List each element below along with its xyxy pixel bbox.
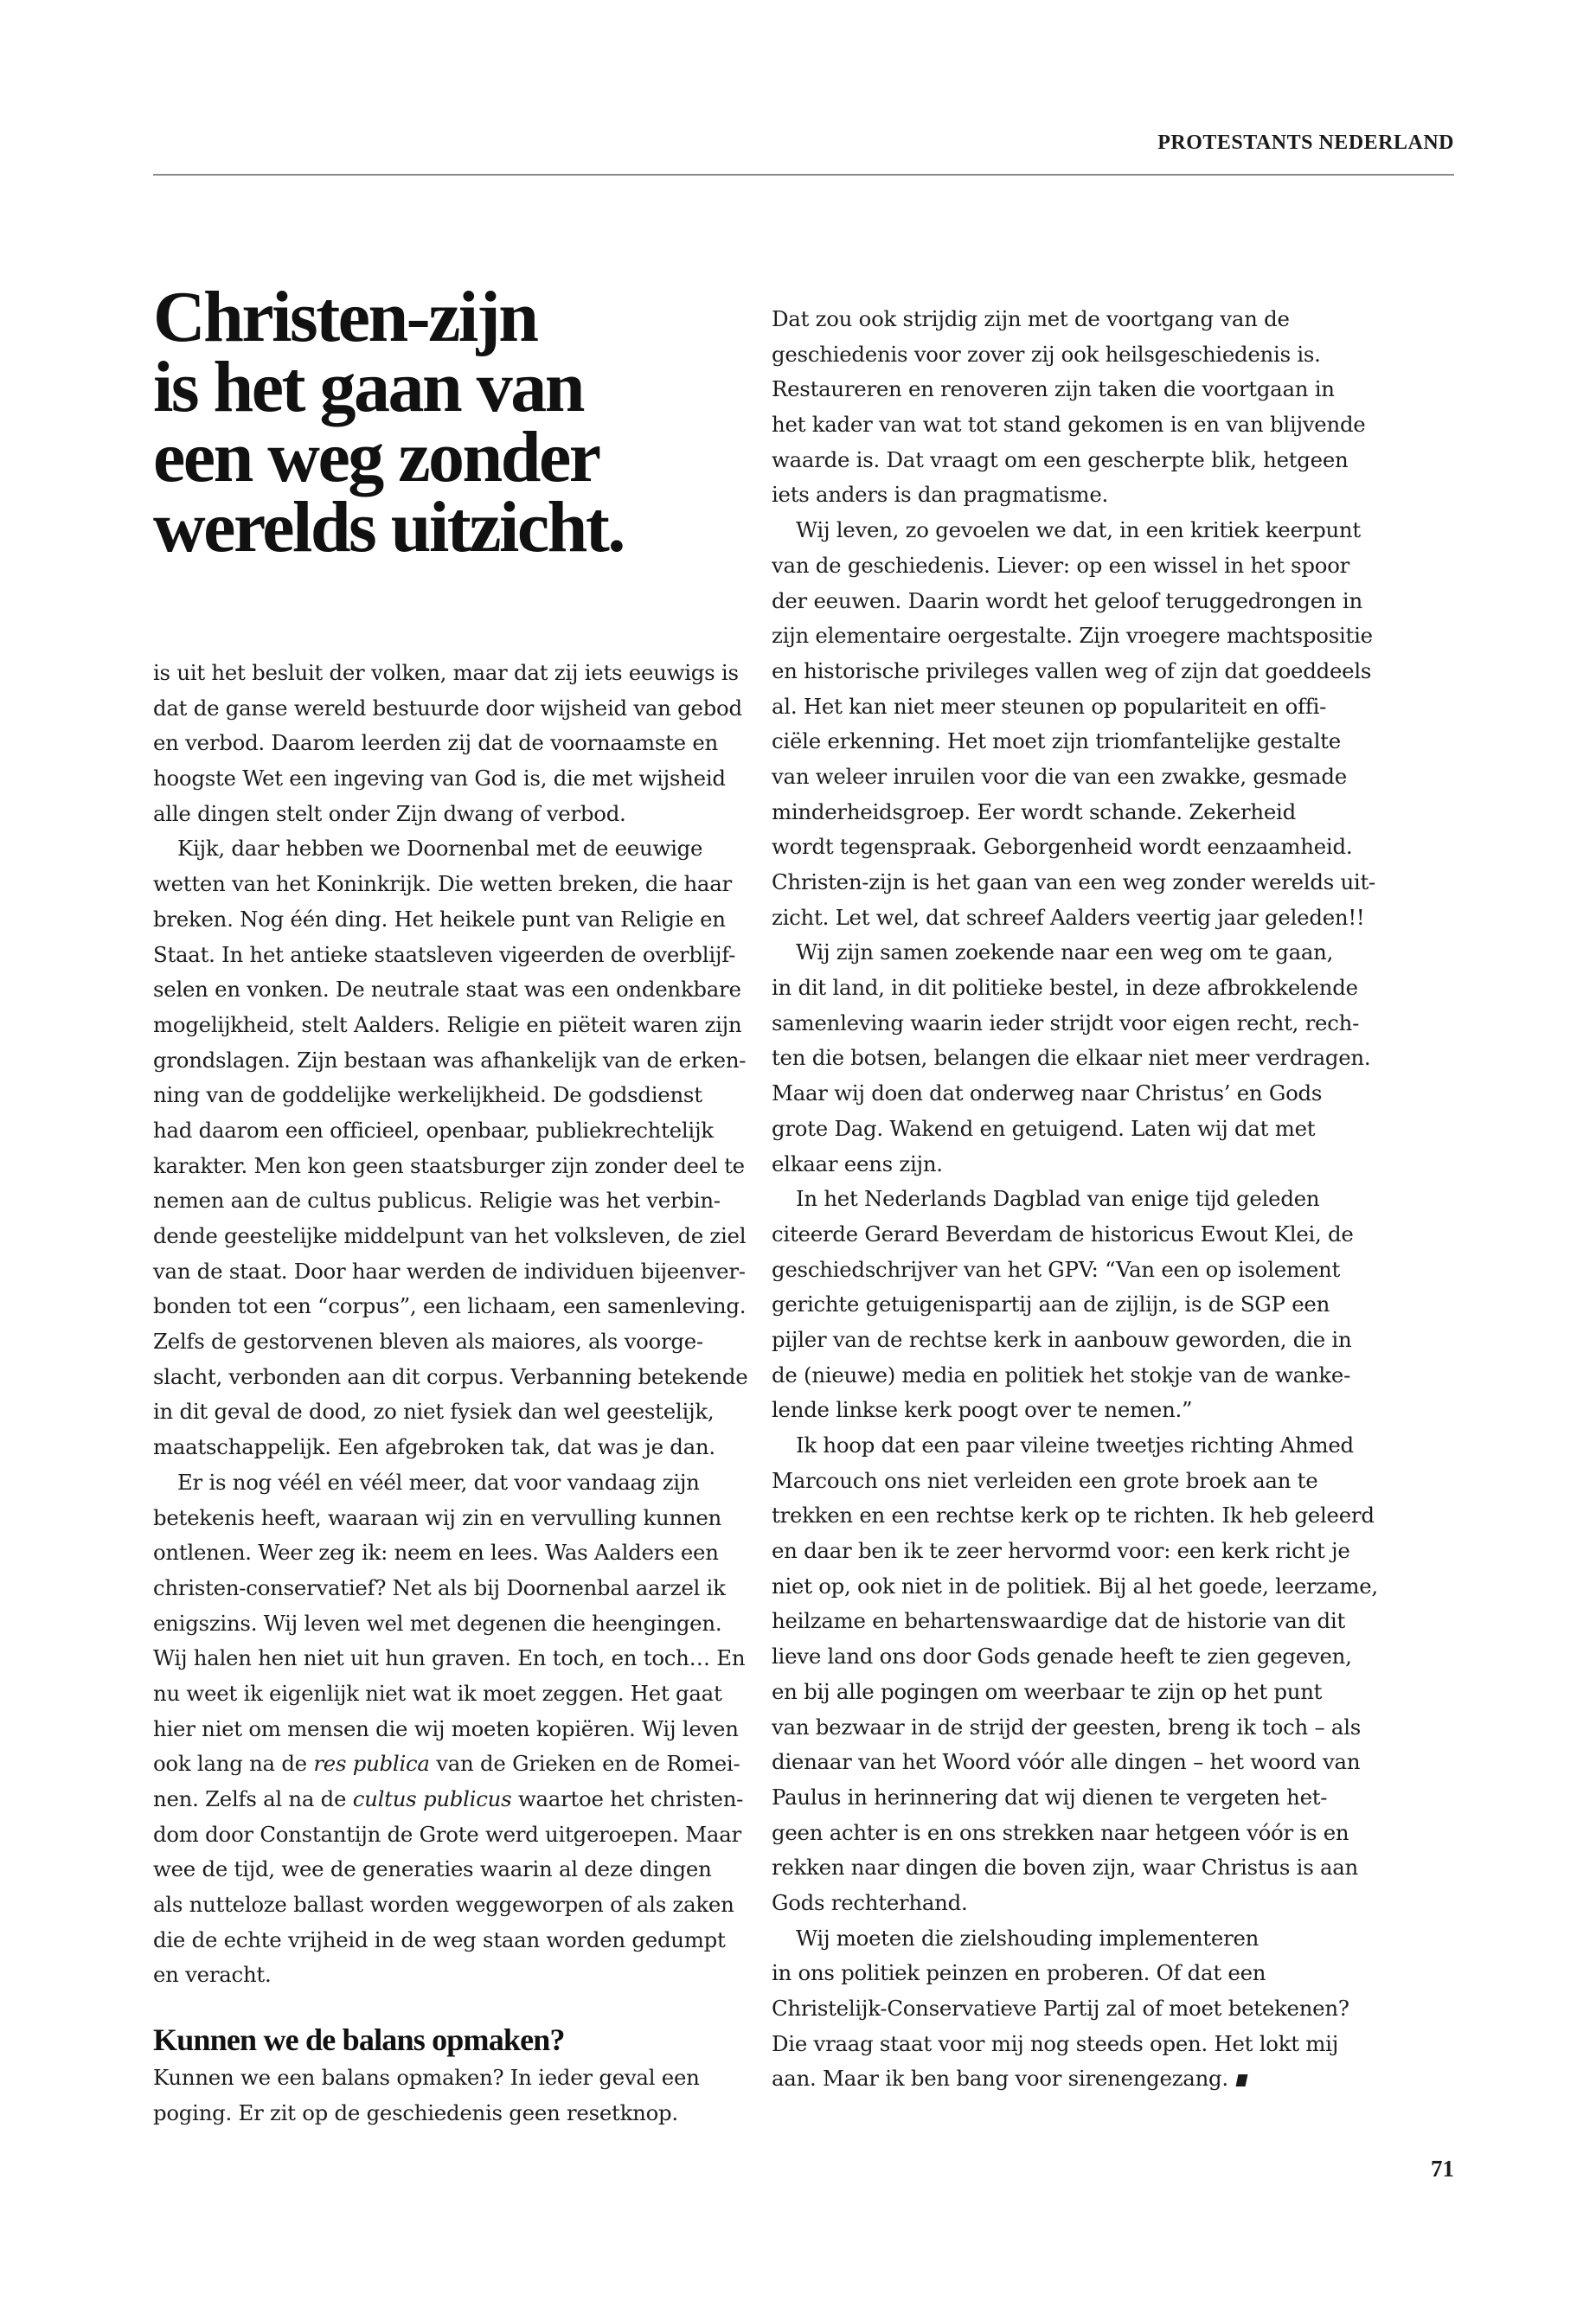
text-line: christen-conservatief? Net als bij Doornenbal aarzel ik [153,1574,726,1600]
text-line: van weleer inruilen voor die van een zwakke, gesmade [772,763,1347,789]
text-line: Christen-zijn is het gaan van een weg zonder werelds uit- [772,869,1376,894]
text-line: maatschappelijk. Een afgebroken tak, dat was je dan. [153,1434,715,1460]
text-line: van de staat. Door haar werden de individuen bijeenver- [153,1258,746,1284]
text-line: had daarom een officieel, openbaar, publiekrechtelijk [153,1117,714,1143]
text-line: al. Het kan niet meer steunen op populariteit en offi- [772,693,1327,719]
text-line: Maar wij doen dat onderweg naar Christus’ en Gods [772,1080,1323,1106]
right-column [772,302,1378,2097]
text-line: Kunnen we een balans opmaken? In ieder geval een [153,2065,700,2091]
text-line: minderheidsgroep. Eer wordt schande. Zekerheid [772,798,1296,824]
text-run: van de Grieken en de Romei- [429,1751,740,1777]
text-line: en veracht. [153,1962,272,1988]
text-line: de (nieuwe) media en politiek het stokje van de wanke- [772,1362,1351,1388]
pull-quote [153,277,776,567]
text-line: ning van de goddelijke werkelijkheid. De godsdienst [153,1082,702,1108]
text-line: der eeuwen. Daarin wordt het geloof teruggedrongen in [772,587,1362,613]
text-line: betekenis heeft, waaraan wij zin en vervulling kunnen [153,1504,721,1530]
text-line: die de echte vrijheid in de weg staan worden gedumpt [153,1926,726,1952]
text-line: mogelijkheid, stelt Aalders. Religie en piëteit waren zijn [153,1011,742,1037]
text-line: alle dingen stelt onder Zijn dwang of verbod. [153,800,626,826]
text-line: geschiedschrijver van het GPV: “Van een op isolement [772,1256,1341,1282]
text-line: Kijk, daar hebben we Doornenbal met de eeuwige [177,836,703,862]
pull-quote-line: is het gaan van [153,347,583,427]
text-line: zijn elementaire oergestalte. Zijn vroegere machtspositie [772,623,1373,649]
text-line: poging. Er zit op de geschiedenis geen resetknop. [153,2099,678,2125]
text-line: Restaureren en renoveren zijn taken die voortgaan in [772,376,1335,402]
text-line: karakter. Men kon geen staatsburger zijn zonder deel te [153,1152,745,1178]
text-line: pijler van de rechtse kerk in aanbouw geworden, die in [772,1326,1352,1352]
text-line: hier niet om mensen die wij moeten kopiëren. Wij leven [153,1715,739,1741]
text-line: ciële erkenning. Het moet zijn triomfantelijke gestalte [772,728,1341,754]
text-line: Gods rechterhand. [772,1889,968,1915]
text-line: ontlenen. Weer zeg ik: neem en lees. Was Aalders een [153,1540,719,1566]
text-line: en bij alle pogingen om weerbaar te zijn op het punt [772,1678,1323,1704]
text-line: dienaar van het Woord vóór alle dingen – het woord van [772,1749,1361,1775]
text-run: waartoe het christen- [511,1786,744,1811]
pull-quote-line: Christen-zijn [153,277,537,357]
end-of-article-mark [1235,2074,1247,2086]
text-line: geschiedenis voor zover zij ook heilsgeschiedenis is. [772,341,1321,367]
text-line: Marcouch ons niet verleiden een grote broek aan te [772,1467,1318,1493]
section-title: PROTESTANTS NEDERLAND [1157,131,1454,154]
text-line: wee de tijd, wee de generaties waarin al deze dingen [153,1856,712,1882]
text-line: het kader van wat tot stand gekomen is en van blijvende [772,412,1366,438]
text-line: niet op, ook niet in de politiek. Bij al het goede, leerzame, [772,1573,1378,1599]
text-line: heilzame en behartenswaardige dat de historie van dit [772,1608,1346,1634]
page-number: 71 [1431,2156,1454,2182]
text-line: nu weet ik eigenlijk niet wat ik moet zeggen. Het gaat [153,1680,722,1706]
text-line: in dit geval de dood, zo niet fysiek dan wel geestelijk, [153,1399,715,1425]
text-line: lieve land ons door Gods genade heeft te zien gegeven, [772,1644,1352,1670]
text-line: in dit land, in dit politieke bestel, in deze afbrokkelende [772,975,1358,1001]
text-line: geen achter is en ons strekken naar hetgeen vóór is en [772,1819,1349,1845]
text-line: Die vraag staat voor mij nog steeds open. Het lokt mij [772,2030,1339,2056]
text-line: van bezwaar in de strijd der geesten, breng ik toch – als [772,1714,1362,1740]
text-run: aan. Maar ik ben bang voor sirenengezang. [772,2066,1228,2092]
text-line: elkaar eens zijn. [772,1150,943,1176]
text-line: dom door Constantijn de Grote werd uitgeroepen. Maar [153,1821,741,1847]
text-line: wetten van het Koninkrijk. Die wetten breken, die haar [153,871,732,897]
text-run: ook lang na de [153,1751,314,1777]
text-line: grondslagen. Zijn bestaan was afhankelijk van de erken- [153,1047,747,1073]
left-column [153,656,748,2131]
text-line: Wij zijn samen zoekende naar een weg om te gaan, [796,939,1334,965]
text-line: enigszins. Wij leven wel met degenen die heengingen. [153,1610,722,1636]
italic-term: res publica [313,1751,430,1777]
text-line: waarde is. Dat vraagt om een gescherpte blik, hetgeen [772,446,1349,472]
text-line [153,1747,740,1782]
text-line: dende geestelijke middelpunt van het volksleven, de ziel [153,1223,747,1248]
text-line: selen en vonken. De neutrale staat was een ondenkbare [153,977,741,1003]
text-line: Christelijk-Conservatieve Partij zal of moet betekenen? [772,1996,1349,2021]
text-line: Er is nog véél en véél meer, dat voor vandaag zijn [177,1469,700,1495]
text-line: nemen aan de cultus publicus. Religie was het verbin- [153,1188,721,1214]
text-line: en verbod. Daarom leerden zij dat de voornaamste en [153,730,718,756]
text-line: Staat. In het antieke staatsleven vigeerden de overblijf- [153,941,736,967]
text-line: als nutteloze ballast worden weggeworpen of als zaken [153,1892,734,1918]
italic-term: cultus publicus [352,1786,512,1811]
text-line: In het Nederlands Dagblad van enige tijd geleden [796,1186,1320,1212]
text-line: Dat zou ook strijdig zijn met de voortgang van de [772,306,1290,331]
text-line: lende linkse kerk poogt over te nemen.” [772,1397,1193,1423]
text-line: van de geschiedenis. Liever: op een wissel in het spoor [772,552,1350,578]
text-line: bonden tot een “corpus”, een lichaam, een samenleving. [153,1293,747,1319]
text-line: Ik hoop dat een paar vileine tweetjes richting Ahmed [796,1433,1354,1458]
text-run: nen. Zelfs al na de [153,1786,347,1811]
text-line [772,2061,1360,2097]
header-divider [153,174,1454,176]
text-line: dat de ganse wereld bestuurde door wijsheid van gebod [153,695,742,721]
text-line: ten die botsen, belangen die elkaar niet meer verdragen. [772,1045,1371,1071]
text-line: breken. Nog één ding. Het heikele punt van Religie en [153,906,726,932]
text-line: slacht, verbonden aan dit corpus. Verbanning betekende [153,1363,748,1389]
text-line [153,1782,744,1817]
text-line: iets anders is dan pragmatisme. [772,482,1109,508]
text-line: wordt tegenspraak. Geborgenheid wordt eenzaamheid. [772,834,1353,860]
text-line: en historische privileges vallen weg of zijn dat goeddeels [772,657,1372,683]
text-line: is uit het besluit der volken, maar dat zij iets eeuwigs is [153,660,739,685]
text-line: in ons politiek peinzen en proberen. Of dat een [772,1960,1266,1986]
text-line: rekken naar dingen die boven zijn, waar Christus is aan [772,1855,1359,1881]
text-line: gerichte getuigenispartij aan de zijlijn, is de SGP een [772,1292,1330,1317]
text-line: grote Dag. Wakend en getuigend. Laten wij dat met [772,1115,1316,1141]
text-line: citeerde Gerard Beverdam de historicus Ewout Klei, de [772,1221,1354,1247]
text-line: Wij moeten die zielshouding implementeren [796,1925,1259,1951]
text-line: samenleving waarin ieder strijdt voor eigen recht, rech- [772,1009,1360,1035]
pull-quote-line: een weg zonder [153,417,599,497]
section-subheading: Kunnen we de balans opmaken? [153,2022,565,2058]
text-line: Wij leven, zo gevoelen we dat, in een kritiek keerpunt [796,517,1361,543]
text-line: Zelfs de gestorvenen bleven als maiores, als voorge- [153,1329,703,1355]
text-line: zicht. Let wel, dat schreef Aalders veertig jaar geleden!! [772,904,1365,930]
text-line: trekken en een rechtse kerk op te richten. Ik heb geleerd [772,1503,1375,1529]
text-line: hoogste Wet een ingeving van God is, die met wijsheid [153,766,726,792]
pull-quote-line: werelds uitzicht. [153,487,624,567]
text-line: Paulus in herinnering dat wij dienen te vergeten het- [772,1784,1328,1810]
text-line: Wij halen hen niet uit hun graven. En toch, en toch… En [153,1645,746,1671]
text-line: en daar ben ik te zeer hervormd voor: een kerk richt je [772,1538,1350,1564]
